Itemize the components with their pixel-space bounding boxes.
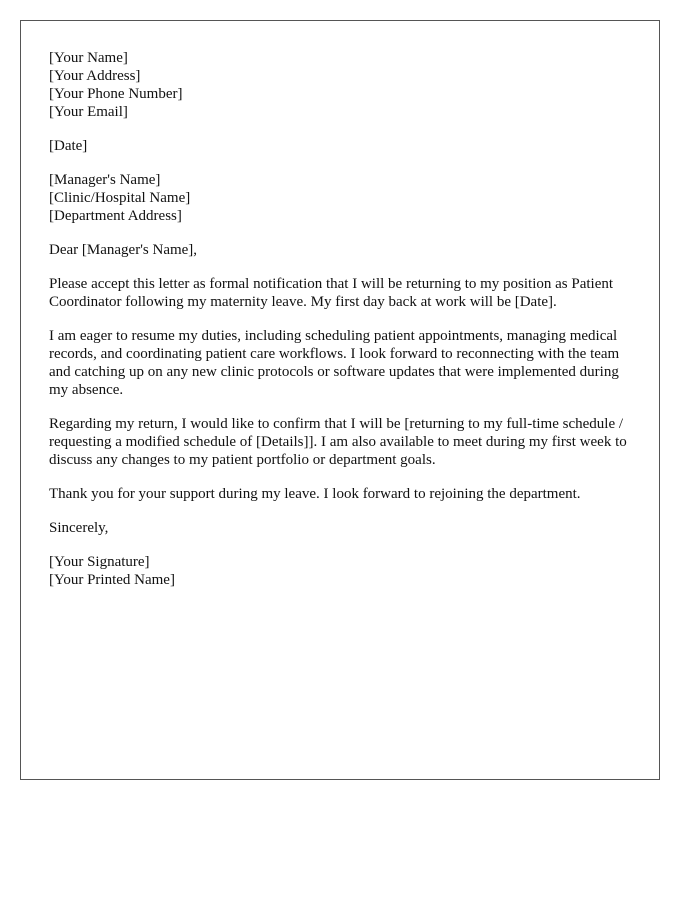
body-paragraph-2: I am eager to resume my duties, including scheduling patient appointments, managing medical records, and coordinating patient care workflows. I look forward to reconnecting with the team and catching up on any new clinic protocols or software updates that were implemented during my absence. xyxy=(49,328,620,398)
recipient-organization: [Clinic/Hospital Name] xyxy=(49,190,191,206)
date-block xyxy=(49,137,635,155)
salutation-block xyxy=(49,241,635,259)
sender-email: [Your Email] xyxy=(49,104,128,120)
printed-name: [Your Printed Name] xyxy=(49,572,175,588)
recipient-name: [Manager's Name] xyxy=(49,172,161,188)
signature-line: [Your Signature] xyxy=(49,554,150,570)
closing-block xyxy=(49,519,635,537)
body-paragraph-3: Regarding my return, I would like to confirm that I will be [returning to my full-time schedule / requesting a modified schedule of [Details]]. I am also available to meet during my first week to discuss any changes to my patient portfolio or department goals. xyxy=(49,416,627,468)
sender-name: [Your Name] xyxy=(49,50,128,66)
letter-page xyxy=(20,20,660,780)
body-paragraph-4: Thank you for your support during my leave. I look forward to rejoining the department. xyxy=(49,486,581,502)
salutation: Dear [Manager's Name], xyxy=(49,242,198,258)
recipient-address: [Department Address] xyxy=(49,208,182,224)
sender-phone: [Your Phone Number] xyxy=(49,86,183,102)
recipient-block xyxy=(49,171,635,225)
sender-block xyxy=(49,49,635,121)
letter-date: [Date] xyxy=(49,138,88,154)
sender-address: [Your Address] xyxy=(49,68,141,84)
signature-block xyxy=(49,553,635,589)
letter-content xyxy=(49,49,635,605)
body-paragraph-1: Please accept this letter as formal notification that I will be returning to my position as Patient Coordinator following my maternity leave. My first day back at work will be [Date]. xyxy=(49,276,614,310)
closing: Sincerely, xyxy=(49,520,109,536)
